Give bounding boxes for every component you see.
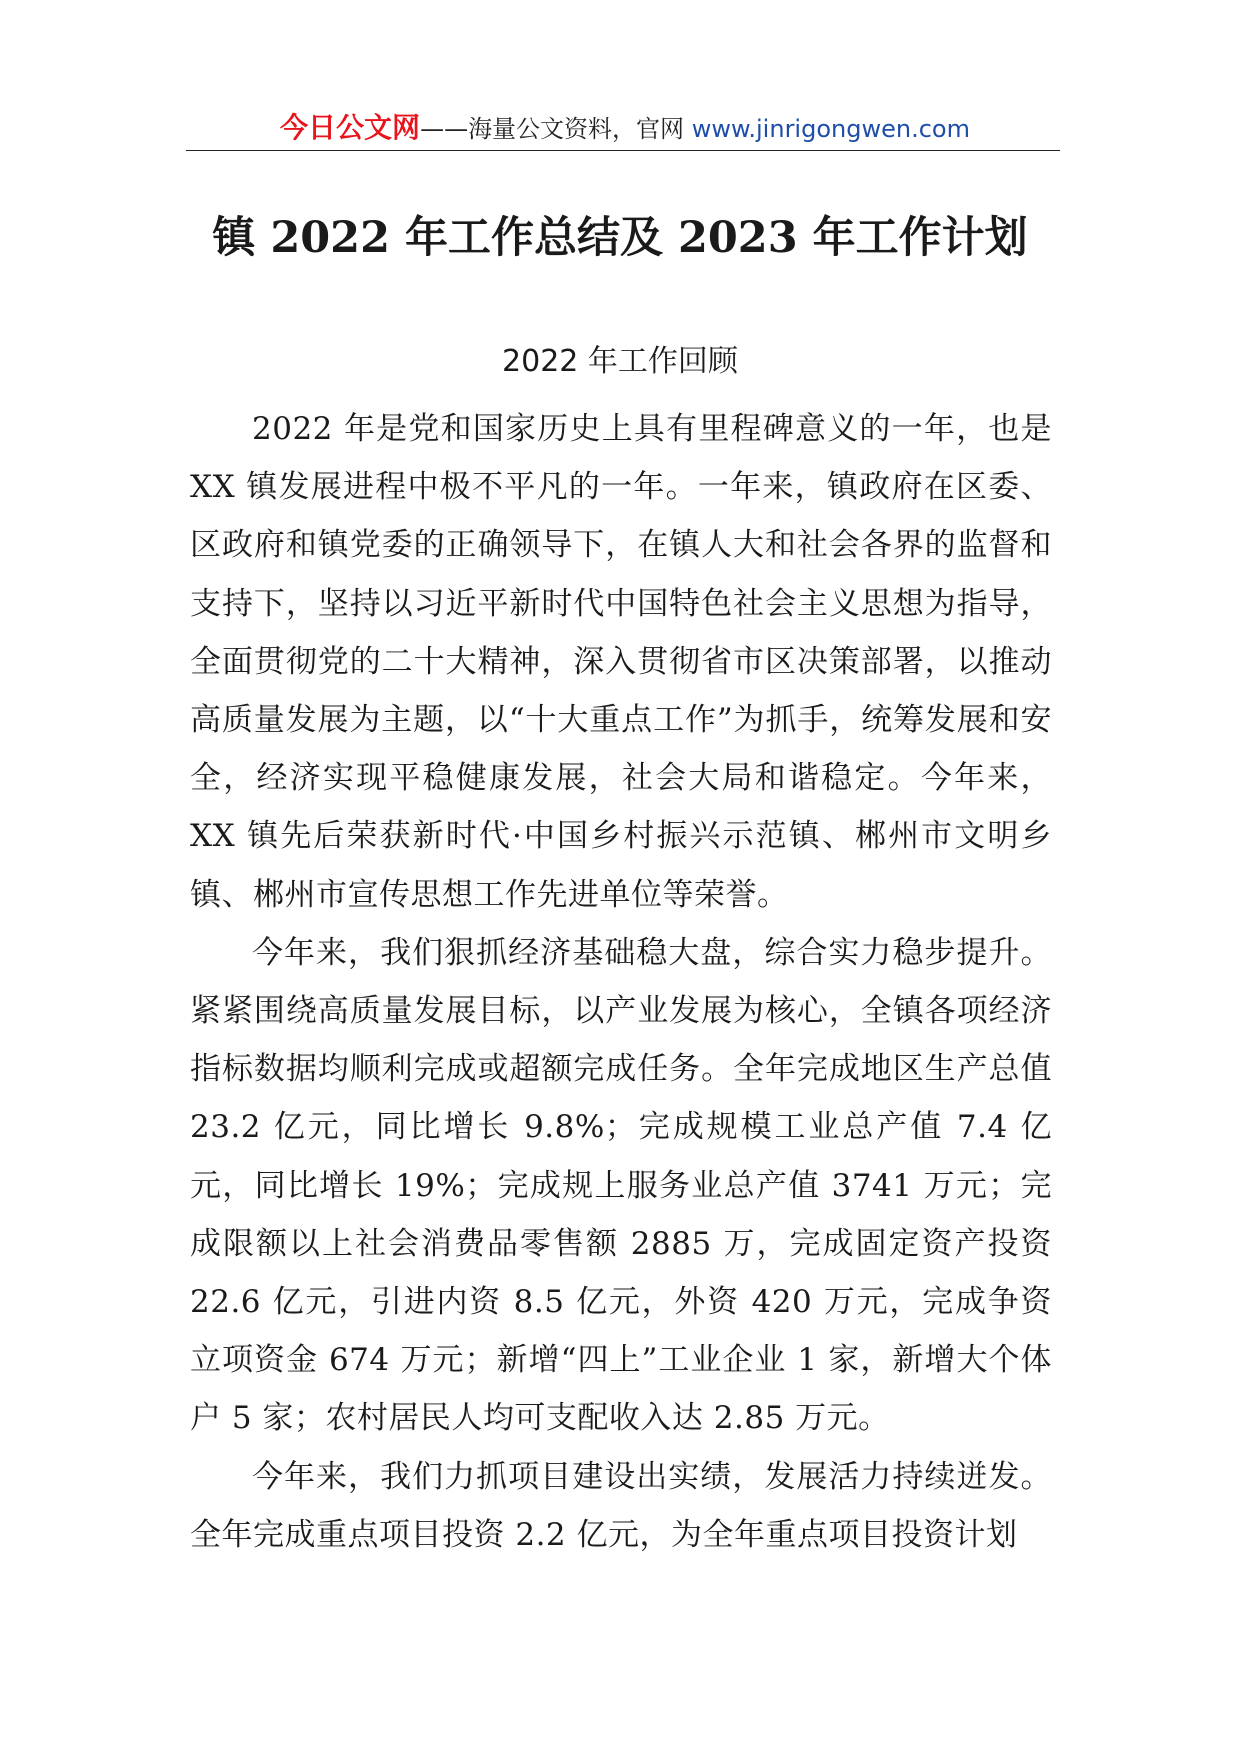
header-divider <box>186 150 1060 151</box>
header-dash: —— <box>420 115 469 143</box>
brand-name: 今日公文网 <box>280 111 421 144</box>
page-header <box>188 108 1062 152</box>
paragraph-1: 2022 年是党和国家历史上具有里程碑意义的一年，也是XX 镇发展进程中极不平凡的一年。一年来，镇政府在区委、区政府和镇党委的正确领导下，在镇人大和社会各界的监督和支持下，坚持以习近平新时代中国特色社会主义思想为指导，全面贯彻党的二十大精神，深入贯彻省市区决策部署，以推动高质量发展为主题，以“十大重点工作”为抓手，统筹发展和安全，经济实现平稳健康发展，社会大局和谐稳定。今年来，XX 镇先后荣获新时代·中国乡村振兴示范镇、郴州市文明乡镇、郴州市宣传思想工作先进单位等荣誉。 <box>190 411 1052 913</box>
document-body <box>190 400 1052 1564</box>
website-link[interactable]: www.jinrigongwen.com <box>691 115 970 143</box>
document-title: 镇 2022 年工作总结及 2023 年工作计划 <box>212 213 1028 263</box>
paragraph-3: 今年来，我们力抓项目建设出实绩，发展活力持续迸发。全年完成重点项目投资 2.2 亿元，为全年重点项目投资计划 <box>190 1458 1052 1553</box>
section-heading: 2022 年工作回顾 <box>502 344 738 379</box>
paragraph-2: 今年来，我们狠抓经济基础稳大盘，综合实力稳步提升。紧紧围绕高质量发展目标，以产业发展为核心，全镇各项经济指标数据均顺利完成或超额完成任务。全年完成地区生产总值 23.2 亿元，同比增长 9.8%；完成规模工业总产值 7.4 亿元，同比增长 19%；完成规上服务业总产值 3741 万元；完成限额以上社会消费品零售额 2885 万，完成固定资产投资 22.6 亿元，引进内资 8.5 亿元，外资 420 万元，完成争资立项资金 674 万元；新增“四上”工业企业 1 家，新增大个体户 5 家；农村居民人均可支配收入达 2.85 万元。 <box>190 934 1052 1437</box>
header-tagline: 海量公文资料，官网 <box>468 115 692 143</box>
